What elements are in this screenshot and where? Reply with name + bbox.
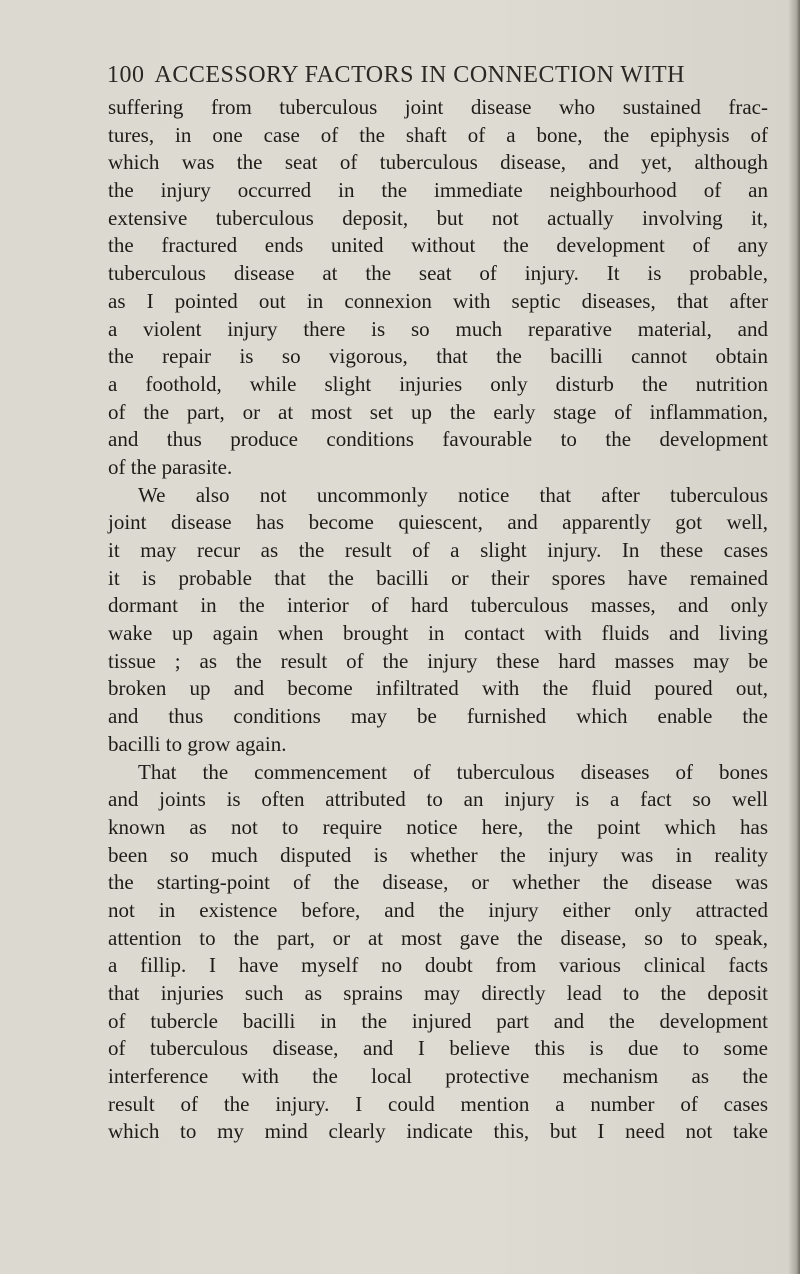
text-line: suffering from tuberculous joint disease who sustained frac- (108, 95, 768, 119)
text-line: interference with the local protective mechanism as the (108, 1064, 768, 1089)
text-line: attention to the part, or at most gave the disease, so to speak, (108, 925, 768, 950)
text-line: of the part, or at most set up the early stage of inflammation, (108, 399, 768, 424)
page-edge-shadow (788, 0, 800, 1274)
text-line: the injury occurred in the immediate neighbourhood of an (108, 178, 768, 203)
text-line: known as not to require notice here, the point which has (108, 814, 768, 839)
text-line: extensive tuberculous deposit, but not actually involving it, (108, 205, 768, 230)
text-line: of the parasite. (108, 454, 233, 479)
page-number: 100 (107, 62, 145, 88)
text-line: broken up and become infiltrated with the fluid poured out, (108, 676, 768, 701)
text-line: which to my mind clearly indicate this, but I need not take (108, 1119, 768, 1144)
text-line: which was the seat of tuberculous disease, and yet, although (108, 150, 768, 175)
text-line: of tuberculous disease, and I believe this is due to some (108, 1036, 768, 1061)
text-line: not in existence before, and the injury either only attracted (108, 897, 768, 922)
text-line: the fractured ends united without the development of any (108, 233, 768, 258)
text-line: and thus produce conditions favourable to the development (108, 427, 768, 452)
paragraph-start-line: We also not uncommonly notice that after tuberculous (138, 482, 768, 507)
text-line: the repair is so vigorous, that the bacilli cannot obtain (108, 344, 768, 369)
text-line: result of the injury. I could mention a number of cases (108, 1091, 768, 1116)
text-line: bacilli to grow again. (108, 731, 287, 756)
running-title: ACCESSORY FACTORS IN CONNECTION WITH (154, 62, 685, 88)
text-line: dormant in the interior of hard tuberculous masses, and only (108, 593, 768, 618)
text-line: been so much disputed is whether the injury was in reality (108, 842, 768, 867)
text-line: joint disease has become quiescent, and apparently got well, (108, 510, 768, 535)
text-line: a violent injury there is so much reparative material, and (108, 316, 768, 341)
text-line: wake up again when brought in contact with fluids and living (108, 621, 768, 646)
text-line: the starting-point of the disease, or whether the disease was (108, 870, 768, 895)
text-line: as I pointed out in connexion with septic diseases, that after (108, 288, 768, 313)
text-line: it may recur as the result of a slight injury. In these cases (108, 538, 768, 562)
text-line: and thus conditions may be furnished which enable the (108, 704, 768, 729)
text-line: a fillip. I have myself no doubt from various clinical facts (108, 953, 768, 978)
body-text (108, 94, 768, 1146)
text-line: it is probable that the bacilli or their spores have remained (108, 565, 768, 590)
text-line: a foothold, while slight injuries only disturb the nutrition (108, 371, 768, 396)
paragraph-start-line: That the commencement of tuberculous diseases of bones (138, 759, 768, 784)
text-line: that injuries such as sprains may directly lead to the deposit (108, 981, 768, 1005)
text-line: tuberculous disease at the seat of injury. It is probable, (108, 261, 768, 286)
text-line: tures, in one case of the shaft of a bone, the epiphysis of (108, 122, 768, 147)
text-line: and joints is often attributed to an injury is a fact so well (108, 787, 768, 812)
text-line: tissue ; as the result of the injury these hard masses may be (108, 648, 768, 673)
text-line: of tubercle bacilli in the injured part and the development (108, 1008, 768, 1033)
running-header (107, 62, 747, 89)
